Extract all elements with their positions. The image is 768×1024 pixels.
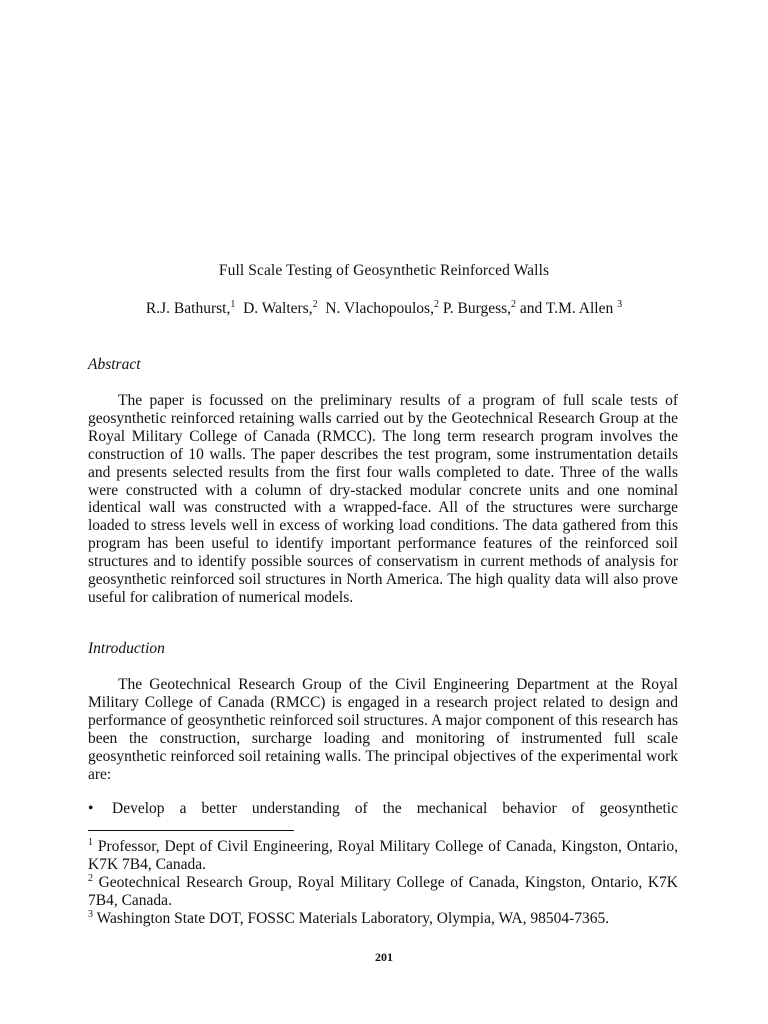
author-affiliation-mark: 1 bbox=[230, 299, 236, 310]
footnote-1 bbox=[88, 838, 678, 873]
footnote-3 bbox=[88, 910, 678, 928]
author-name: N. Vlachopoulos, bbox=[325, 300, 434, 317]
author-name: R.J. Bathurst, bbox=[145, 300, 231, 317]
author-affiliation-mark: 3 bbox=[617, 299, 623, 310]
footnote-text: Geotechnical Research Group, Royal Military College of Canada, Kingston, Ontario, K7K 7B4, Canada. bbox=[88, 874, 679, 909]
author-name: and T.M. Allen bbox=[519, 300, 614, 317]
paper-title: Full Scale Testing of Geosynthetic Reinforced Walls bbox=[218, 262, 550, 279]
page-number: 201 bbox=[375, 950, 393, 964]
author-list bbox=[0, 300, 768, 318]
author-affiliation-mark: 2 bbox=[312, 299, 318, 310]
objective-bullet bbox=[88, 800, 678, 818]
abstract-text: The paper is focussed on the preliminary results of a program of full scale tests of geosynthetic reinforced retaining walls carried out by the Geotechnical Research Group at the Royal Military College of Canada (RMCC). The long term research program involves the construction of 10 walls. The paper describes the test program, some instrumentation details and presents selected results from the first four walls completed to date. Three of the walls were constructed with a column of dry-stacked modular concrete units and one nominal identical wall was constructed with a wrapped-face. All of the structures were surcharge loaded to stress levels well in excess of working load conditions. The data gathered from this program has been useful to identify important performance features of the reinforced soil structures and to identify possible sources of conservatism in current methods of analysis for geosynthetic reinforced soil structures in North America. The high quality data will also prove useful for calibration of numerical models. bbox=[88, 392, 678, 606]
introduction-heading: Introduction bbox=[88, 640, 165, 657]
introduction-text: The Geotechnical Research Group of the Civil Engineering Department at the Royal Military College of Canada (RMCC) is engaged in a research project related to design and performance of geosynthetic reinforced soil structures. A major component of this research has been the construction, surcharge loading and monitoring of instrumented full scale geosynthetic reinforced soil retaining walls. The principal objectives of the experimental work are: bbox=[88, 676, 678, 783]
footnote-mark: 3 bbox=[88, 909, 93, 920]
author-affiliation-mark: 2 bbox=[433, 299, 439, 310]
footnote-text: Washington State DOT, FOSSC Materials Laboratory, Olympia, WA, 98504-7365. bbox=[96, 910, 610, 927]
objective-bullet-text: Develop a better understanding of the mechanical behavior of geosynthetic bbox=[112, 800, 678, 817]
footnote-divider bbox=[88, 830, 294, 831]
footnote-mark: 2 bbox=[88, 873, 93, 884]
author-name: P. Burgess, bbox=[442, 300, 512, 317]
abstract-heading: Abstract bbox=[88, 356, 141, 373]
footnote-mark: 1 bbox=[88, 837, 93, 848]
footnote-text: Professor, Dept of Civil Engineering, Royal Military College of Canada, Kingston, Ontario, K7K 7B4, Canada. bbox=[88, 838, 678, 873]
author-affiliation-mark: 2 bbox=[511, 299, 517, 310]
bullet-icon: • bbox=[88, 800, 94, 817]
author-name: D. Walters, bbox=[243, 300, 313, 317]
footnote-2 bbox=[88, 874, 678, 909]
